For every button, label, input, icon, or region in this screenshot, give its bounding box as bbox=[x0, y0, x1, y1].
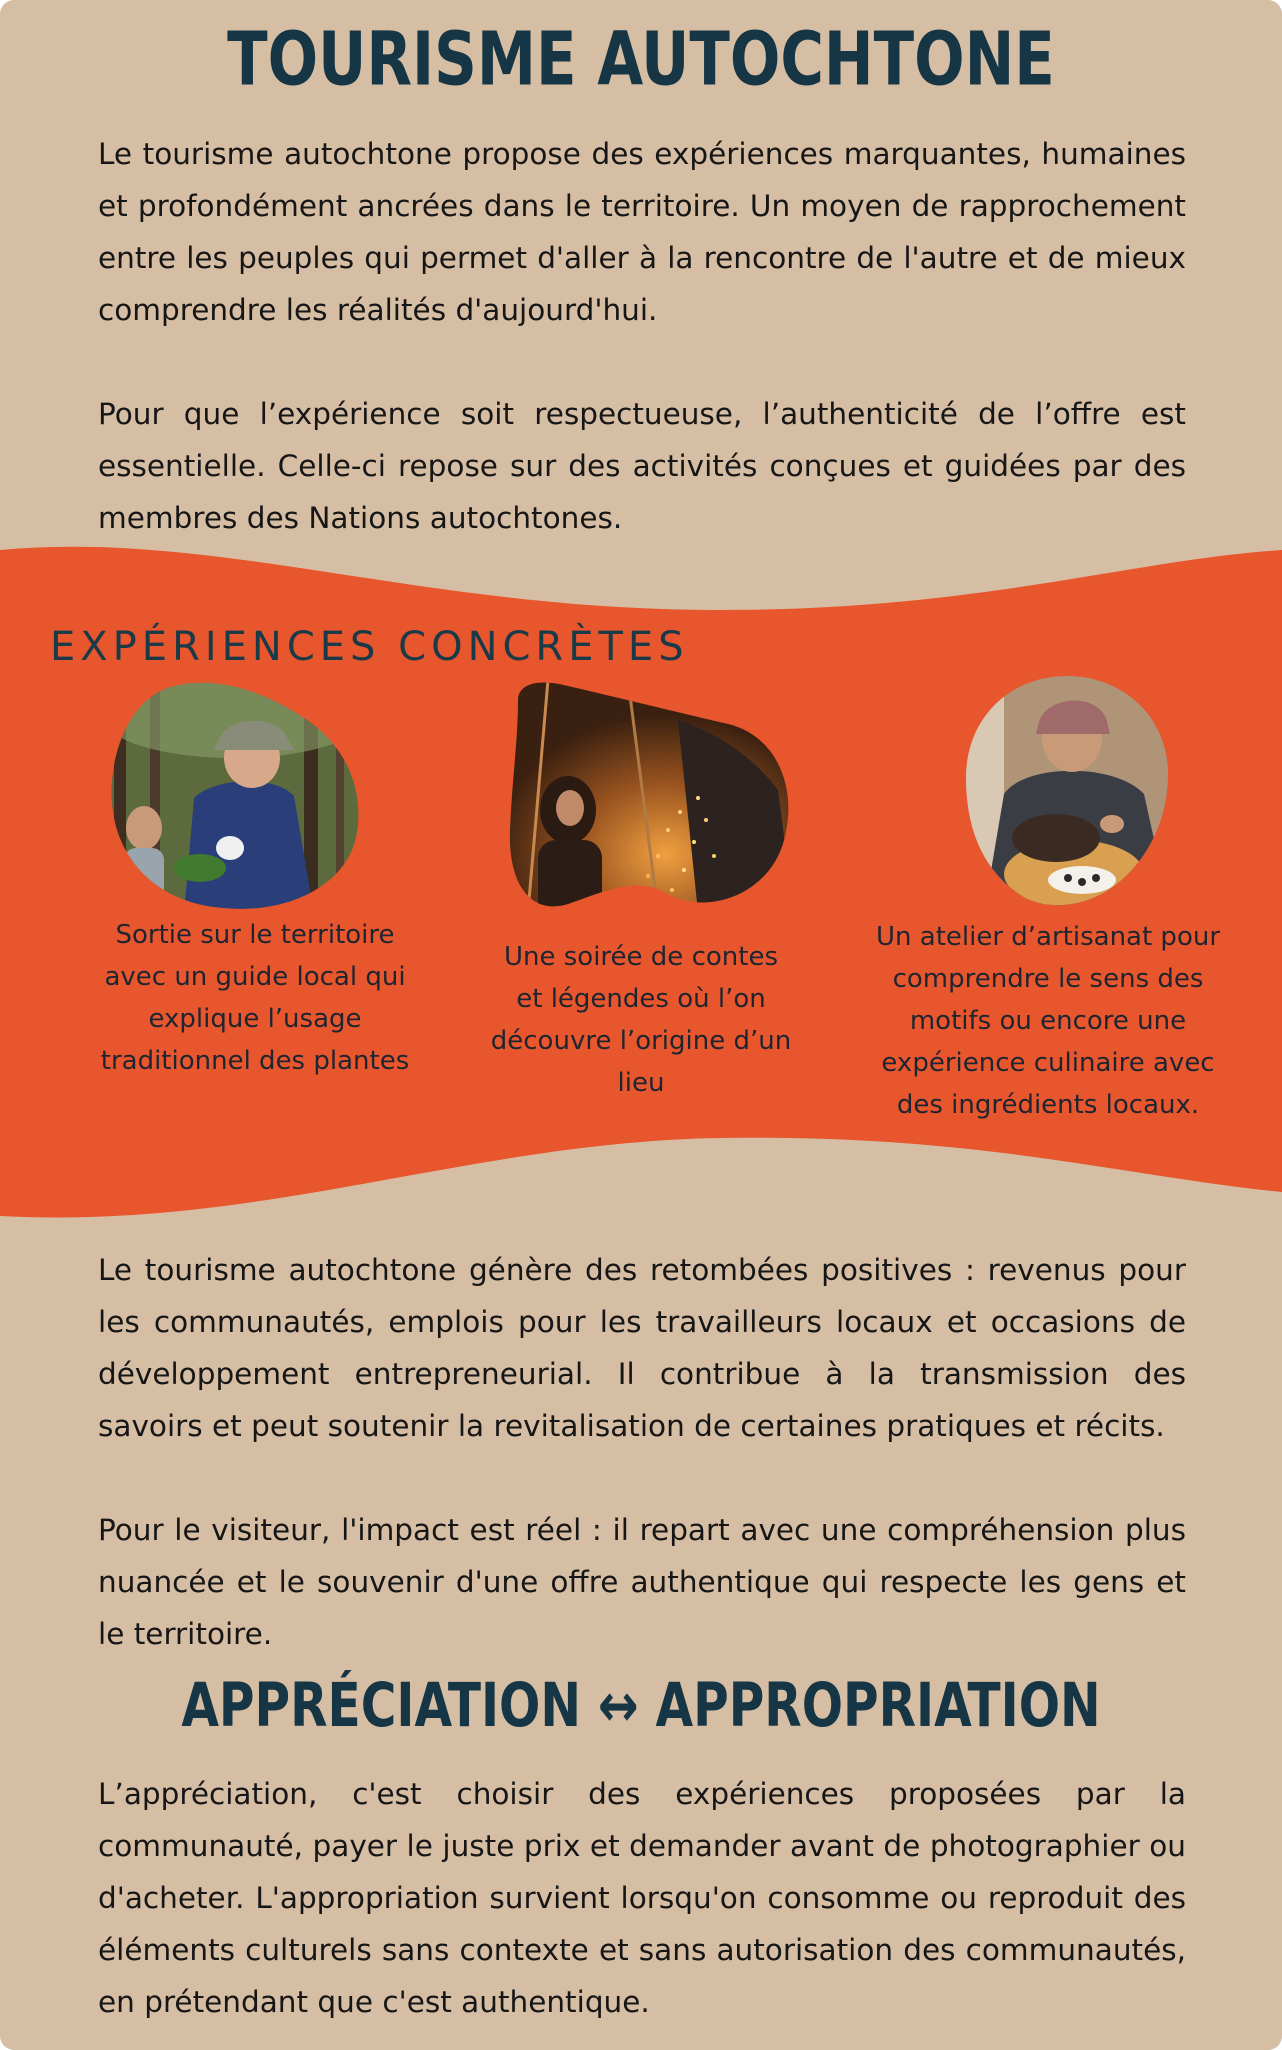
intro-paragraph-2: Pour que l’expérience soit respectueuse, l’authenticité de l’offre est essentielle. Celle-ci repose sur des activités conçues et guidées par des membres des Nations autochtones. bbox=[98, 397, 1186, 535]
impact-paragraph-2: Pour le visiteur, l'impact est réel : il repart avec une compréhension plus nuancée et le souvenir d'une offre authentique qui respecte les gens et le territoire. bbox=[98, 1513, 1186, 1651]
appreciation-heading: APPRÉCIATION ↔ APPROPRIATION bbox=[181, 1670, 1101, 1741]
page-title: TOURISME AUTOCHTONE bbox=[227, 16, 1055, 103]
experience-photo-artisan bbox=[964, 674, 1170, 912]
experiences-heading: EXPÉRIENCES CONCRÈTES bbox=[50, 624, 689, 670]
experience-caption-plants: Sortie sur le territoire avec un guide local qui explique l’usage traditionnel des plantes bbox=[100, 920, 410, 1076]
impact-paragraph-1: Le tourisme autochtone génère des retombées positives : revenus pour les communautés, emplois pour les travailleurs locaux et occasions de développement entrepreneurial. Il contribue à la transmission des savoirs et peut soutenir la revitalisation de certaines pratiques et récits. bbox=[98, 1253, 1186, 1443]
experience-caption-storytelling: Une soirée de contes et légendes où l’on découvre l’origine d’un lieu bbox=[490, 942, 792, 1098]
experience-caption-artisan: Un atelier d’artisanat pour comprendre le sens des motifs ou encore une expérience culinaire avec des ingrédients locaux. bbox=[875, 922, 1221, 1120]
experience-photo-plants bbox=[104, 678, 366, 914]
appreciation-paragraph: L’appréciation, c'est choisir des expériences proposées par la communauté, payer le juste prix et demander avant de photographier ou d'acheter. L'appropriation survient lorsqu'on consomme ou reproduit des éléments culturels sans contexte et sans autorisation des communautés, en prétendant que c'est authentique. bbox=[98, 1777, 1186, 2019]
intro-paragraph-1: Le tourisme autochtone propose des expériences marquantes, humaines et profondément ancrées dans le territoire. Un moyen de rapprochement entre les peuples qui permet d'aller à la rencontre de l'autre et de mieux comprendre les réalités d'aujourd'hui. bbox=[98, 137, 1186, 327]
experience-photo-storytelling bbox=[508, 680, 794, 912]
